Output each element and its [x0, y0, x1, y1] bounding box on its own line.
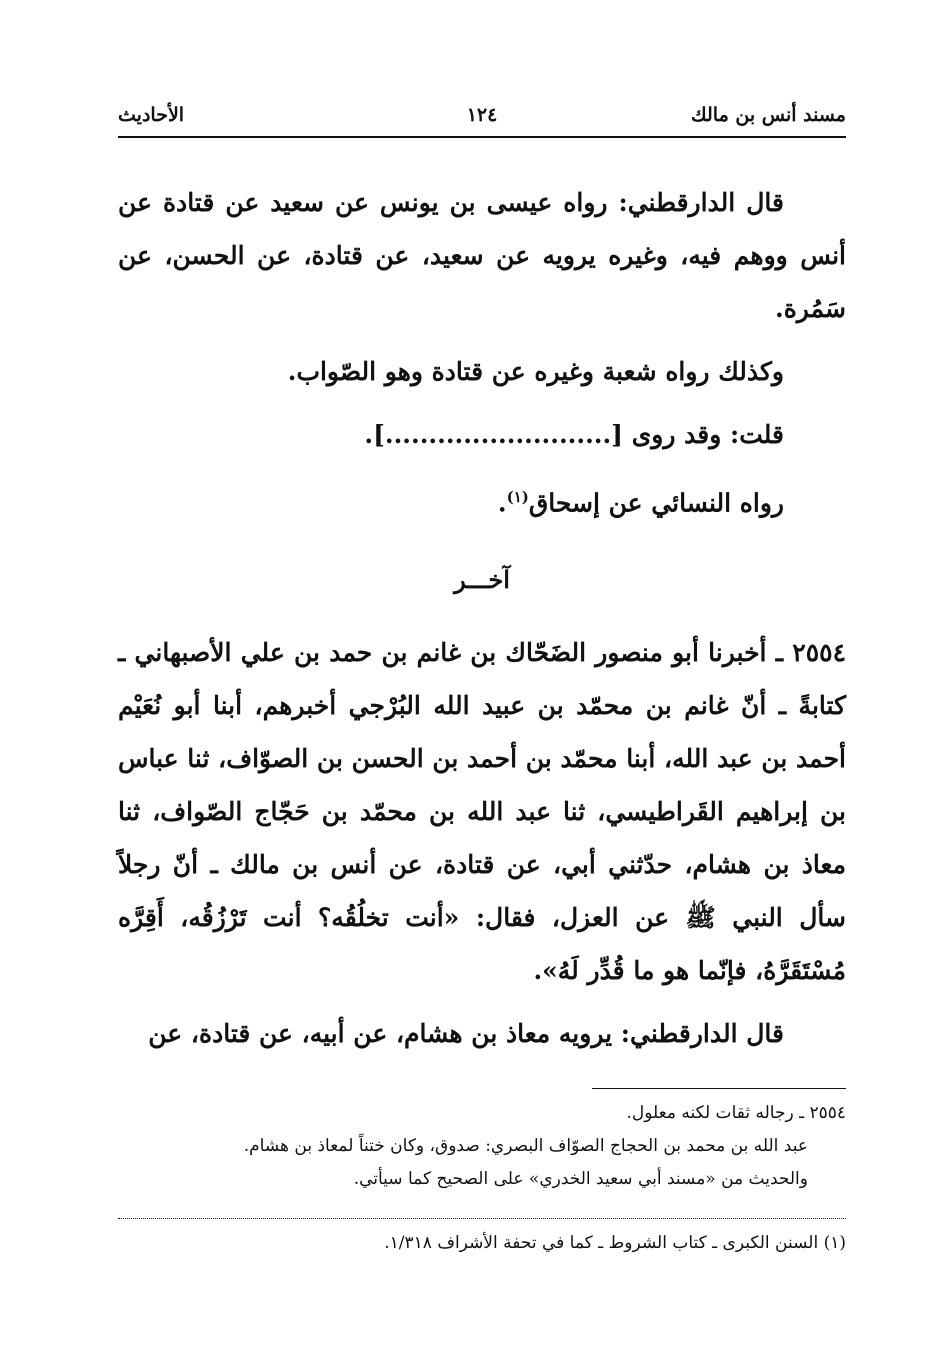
section-heading: آخـــر — [454, 565, 510, 595]
footnotes — [118, 1097, 846, 1260]
header-section-title: الأحاديث — [118, 104, 185, 126]
nasai-text: رواه النسائي عن إسحاق — [528, 488, 784, 518]
main-text — [118, 176, 846, 1060]
paragraph-nasai — [118, 471, 846, 529]
hadith-number: ٢٥٥٤ — [792, 638, 846, 668]
footnote-grading: ٢٥٥٤ ـ رجاله ثقات لكنه معلول. — [626, 1103, 846, 1124]
document-page — [118, 96, 846, 1296]
footnote-source-note: والحديث من «مسند أبي سعيد الخدري» على الصحيح كما سيأتي. — [353, 1169, 808, 1190]
header-book-title: مسند أنس بن مالك — [691, 104, 846, 126]
paragraph-qultu: قلت: وقد روى [..........................]. — [364, 420, 784, 449]
paragraph-daraqutni-1: قال الدارقطني: رواه عيسى بن يونس عن سعيد عن قتادة عن أنس ووهم فيه، وغيره يرويه عن سعيد، عن قتادة، عن الحسن، عن سَمُرة. — [118, 188, 846, 323]
footnote-narrator: عبد الله بن محمد بن الحجاج الصوّاف البصري: صدوق، وكان ختناً لمعاذ بن هشام. — [243, 1136, 808, 1157]
hadith-text: ـ أخبرنا أبو منصور الضَحّاك بن غانم بن حمد بن علي الأصبهاني ـ كتابةً ـ أنّ غانم بن محمّد بن عبيد الله البُرْجي أخبرهم، أبنا أبو نُعَيْم أحمد بن عبد الله، أبنا محمّد بن أحمد بن الحسن بن الصوّاف، ثنا عباس بن إبراهيم القَراطيسي، ثنا عبد الله بن محمّد بن حَجّاج الصّواف، ثنا معاذ بن هشام، حدّثني أبي، عن قتادة، عن أنس بن مالك ـ أنّ رجلاً سأل النبي ﷺ عن العزل، فقال: «أنت تخلُقُه؟ أنت تَرْزُقُه، أَقِرَّه مُسْتَقَرَّهُ، فإنّما هو ما قُدِّر لَهُ». — [118, 638, 846, 986]
footnote-marker: (١) — [506, 488, 529, 506]
page-number: ١٢٤ — [466, 104, 498, 126]
paragraph-daraqutni-2: قال الدارقطني: يرويه معاذ بن هشام، عن أبيه، عن قتادة، عن — [148, 1019, 784, 1049]
footnote-reference: (١) السنن الكبرى ـ كتاب الشروط ـ كما في تحفة الأشراف ١/٣١٨. — [384, 1233, 846, 1254]
hadith-paragraph — [118, 626, 846, 997]
nasai-end: . — [497, 488, 507, 518]
running-header — [118, 96, 846, 138]
footnote-divider — [592, 1088, 846, 1089]
paragraph-shuba: وكذلك رواه شعبة وغيره عن قتادة وهو الصّواب. — [287, 357, 784, 386]
dotted-divider — [118, 1218, 846, 1219]
